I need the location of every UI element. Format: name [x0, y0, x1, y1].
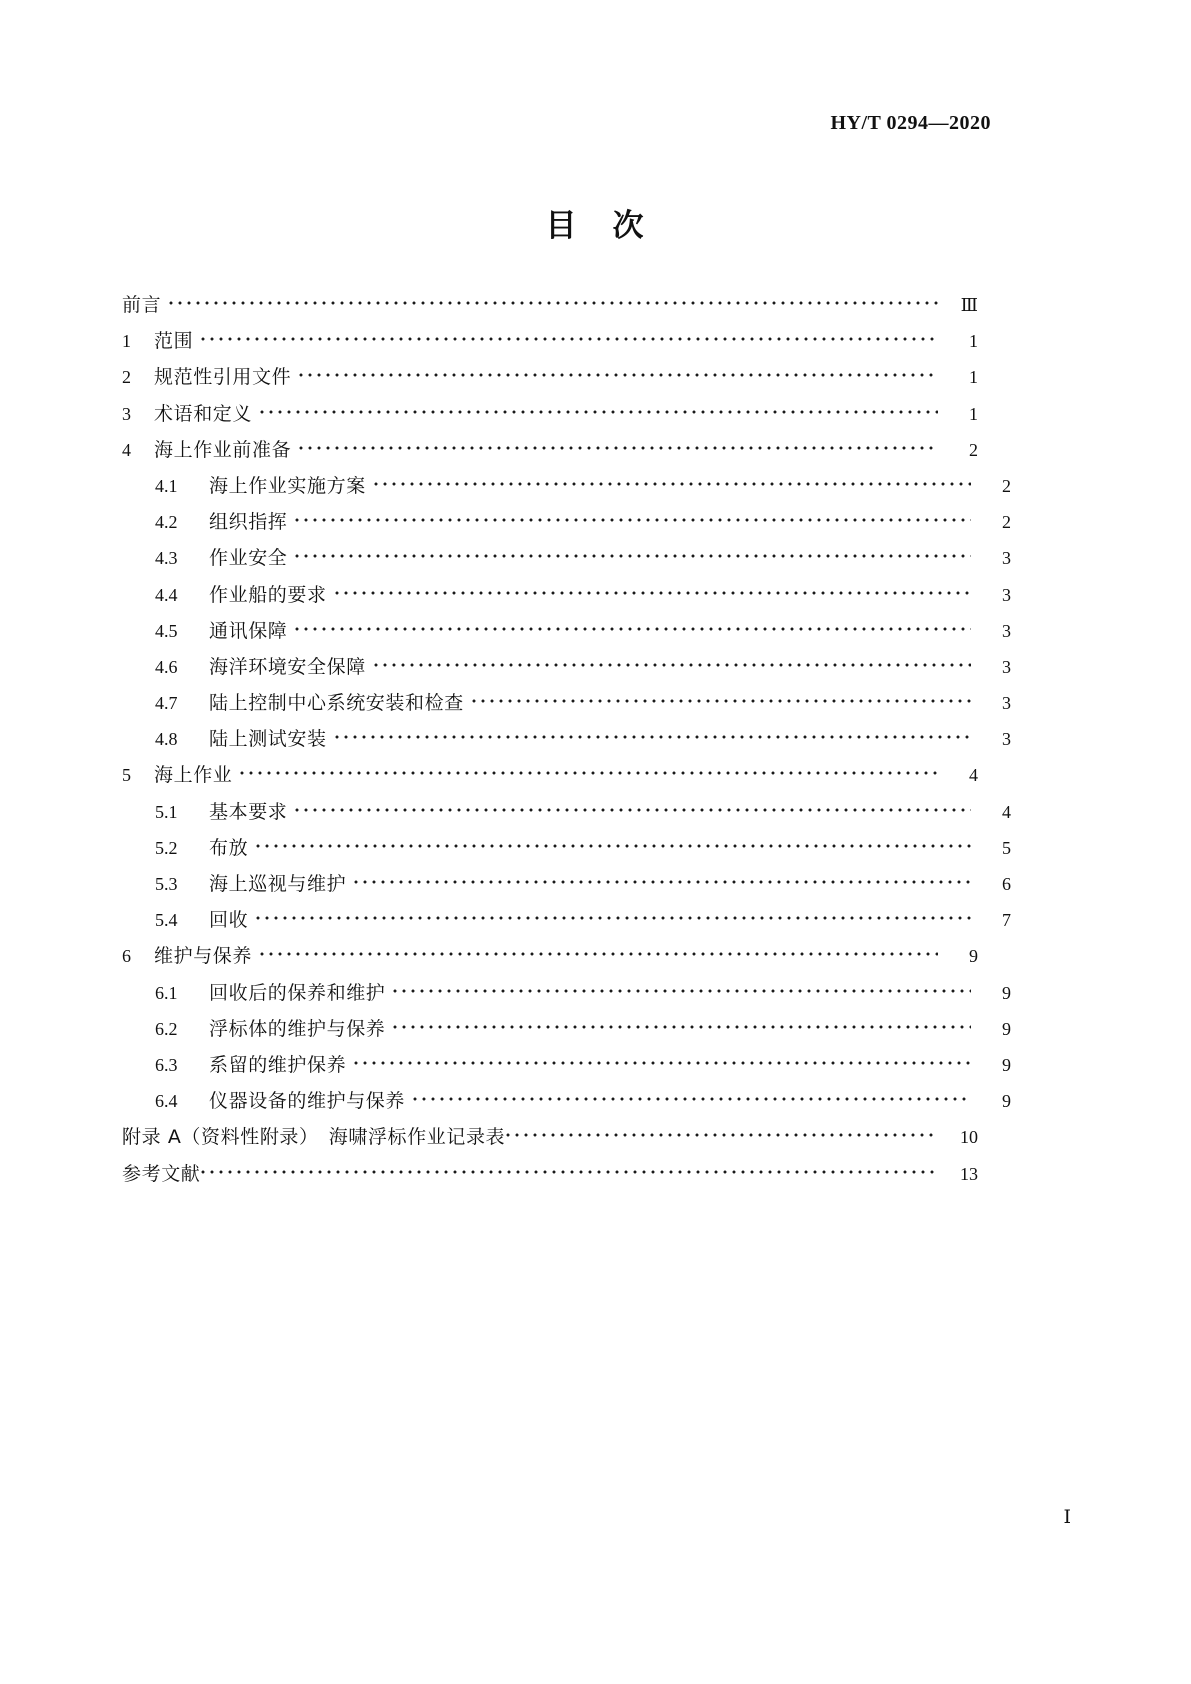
toc-entry[interactable]	[122, 836, 1011, 875]
toc-entry[interactable]	[122, 1092, 1011, 1128]
toc-leader-dots	[295, 552, 971, 560]
toc-entry-label: 维护与保养	[154, 945, 253, 968]
toc-entry-page-number: 3	[1002, 584, 1011, 605]
toc-leader-dots	[506, 1131, 938, 1139]
toc-leader-dots	[295, 625, 971, 633]
toc-entry-label: 组织指挥	[209, 511, 288, 534]
toc-entry-page-number: 1	[969, 367, 978, 388]
toc-leader-dots	[295, 806, 971, 814]
toc-entry[interactable]	[122, 800, 1011, 839]
toc-entry[interactable]	[122, 296, 978, 332]
toc-entry-number: 5.4	[155, 910, 178, 931]
page-title	[0, 200, 1191, 245]
toc-entry-page-number: 9	[1002, 1018, 1011, 1039]
toc-leader-dots	[374, 480, 971, 488]
toc-entry-number: 4.1	[155, 475, 178, 496]
toc-entry-label: 浮标体的维护与保养	[209, 1017, 386, 1040]
toc-entry-number: 4.4	[155, 584, 178, 605]
toc-entry-label: 参考文献	[122, 1162, 201, 1185]
toc-entry[interactable]	[122, 981, 1011, 1020]
toc-entry-label: 附录 A（资料性附录） 海啸浮标作业记录表	[122, 1126, 506, 1149]
toc-entry-number: 4.8	[155, 729, 178, 750]
toc-entry-number: 3	[122, 403, 131, 424]
toc-entry[interactable]	[122, 875, 1011, 911]
toc-entry-page-number: 4	[1002, 801, 1011, 822]
toc-entry-label: 通讯保障	[209, 619, 288, 642]
toc-entry-page-number: 10	[960, 1127, 978, 1148]
toc-entry-page-number: 3	[1002, 620, 1011, 641]
toc-entry-label: 作业安全	[209, 547, 288, 570]
toc-entry-page-number: 3	[1002, 656, 1011, 677]
toc-entry-label: 海上作业前准备	[154, 438, 292, 461]
page-title-char-1: 目	[545, 208, 579, 244]
toc-entry[interactable]	[122, 438, 978, 477]
toc-entry-number: 4.3	[155, 548, 178, 569]
toc-entry-page-number: 1	[969, 403, 978, 424]
toc-leader-dots	[472, 697, 971, 705]
toc-entry[interactable]	[122, 655, 1011, 694]
toc-entry[interactable]	[122, 583, 1011, 622]
toc-entry[interactable]	[122, 619, 1011, 658]
toc-entry[interactable]	[122, 513, 1011, 549]
toc-leader-dots	[354, 878, 971, 886]
toc-entry-label: 布放	[209, 836, 249, 859]
toc-entry-page-number: Ⅲ	[960, 295, 978, 315]
page-folio: Ⅰ	[1063, 1507, 1071, 1528]
toc-entry[interactable]	[122, 474, 1011, 513]
toc-leader-dots	[256, 842, 971, 850]
toc-entry-number: 6.2	[155, 1018, 178, 1039]
toc-entry-page-number: 9	[1002, 1091, 1011, 1112]
toc-leader-dots	[260, 950, 938, 958]
toc-entry-label: 作业船的要求	[209, 583, 327, 606]
standard-number-header: HY/T 0294—2020	[830, 112, 991, 134]
page-title-char-2: 次	[612, 208, 646, 244]
toc-entry-page-number: 1	[969, 331, 978, 352]
toc-entry-number: 5.1	[155, 801, 178, 822]
toc-entry-number: 6	[122, 946, 131, 967]
toc-entry-label: 海上作业实施方案	[209, 474, 366, 497]
toc-entry-label: 海上巡视与维护	[209, 873, 347, 895]
toc-entry-page-number: 2	[1002, 475, 1011, 496]
toc-leader-dots	[335, 733, 971, 741]
toc-entry-number: 6.3	[155, 1054, 178, 1075]
toc-entry-label: 系留的维护保养	[209, 1053, 347, 1076]
toc-entry-label: 术语和定义	[154, 402, 253, 425]
toc-leader-dots	[374, 661, 971, 669]
toc-leader-dots	[354, 1059, 971, 1067]
toc-entry[interactable]	[122, 1053, 1011, 1092]
toc-entry[interactable]	[122, 1162, 978, 1201]
toc-entry[interactable]	[122, 549, 1011, 585]
toc-leader-dots	[169, 299, 938, 307]
toc-entry-label: 回收	[209, 909, 249, 932]
toc-entry[interactable]	[122, 911, 1011, 947]
toc-entry-page-number: 2	[969, 439, 978, 460]
toc-entry-page-number: 5	[1002, 837, 1011, 858]
toc-entry[interactable]	[122, 730, 1011, 766]
toc-leader-dots	[295, 516, 971, 524]
toc-entry-page-number: 9	[969, 946, 978, 967]
toc-entry-number: 4.6	[155, 656, 178, 677]
toc-leader-dots	[201, 335, 938, 343]
toc-entry-number: 2	[122, 367, 131, 388]
toc-entry-number: 1	[122, 331, 131, 352]
toc-entry-page-number: 3	[1002, 548, 1011, 569]
toc-entry[interactable]	[122, 402, 978, 441]
toc-leader-dots	[299, 371, 938, 379]
toc-entry-page-number: 6	[1002, 874, 1011, 894]
toc-entry[interactable]	[122, 694, 1011, 730]
toc-entry-label: 基本要求	[209, 800, 288, 823]
toc-leader-dots	[256, 914, 971, 922]
toc-entry-page-number: 3	[1002, 729, 1011, 750]
toc-entry-page-number: 7	[1002, 910, 1011, 931]
toc-entry[interactable]	[122, 1128, 978, 1164]
toc-leader-dots	[393, 1023, 971, 1031]
toc-entry-number: 5	[122, 765, 131, 786]
table-of-contents	[122, 294, 1011, 1201]
toc-entry[interactable]	[122, 1017, 1011, 1056]
toc-entry[interactable]	[122, 332, 978, 368]
toc-leader-dots	[201, 1168, 938, 1176]
toc-entry[interactable]	[122, 947, 978, 983]
toc-leader-dots	[413, 1095, 971, 1103]
toc-entry[interactable]	[122, 368, 978, 404]
toc-entry-page-number: 13	[960, 1163, 978, 1184]
toc-entry-label: 前言	[122, 294, 162, 316]
toc-leader-dots	[299, 444, 938, 452]
toc-entry-page-number: 9	[1002, 982, 1011, 1003]
toc-entry-number: 4.7	[155, 693, 178, 714]
toc-entry-label: 回收后的保养和维护	[209, 981, 386, 1004]
toc-entry-label: 陆上控制中心系统安装和检查	[209, 692, 464, 715]
toc-entry[interactable]	[122, 766, 978, 802]
toc-entry-page-number: 9	[1002, 1054, 1011, 1075]
toc-entry-label: 陆上测试安装	[209, 728, 327, 751]
toc-entry-label: 海洋环境安全保障	[209, 655, 366, 678]
toc-entry-number: 6.4	[155, 1091, 178, 1112]
toc-entry-number: 4	[122, 439, 131, 460]
toc-entry-page-number: 3	[1002, 693, 1011, 714]
toc-entry-label: 范围	[154, 330, 194, 353]
toc-leader-dots	[260, 408, 938, 416]
toc-entry-number: 4.5	[155, 620, 178, 641]
toc-leader-dots	[335, 589, 971, 597]
toc-entry-label: 仪器设备的维护与保养	[209, 1090, 406, 1113]
toc-entry-label: 海上作业	[154, 764, 233, 787]
toc-entry-number: 4.2	[155, 512, 178, 533]
toc-entry-label: 规范性引用文件	[154, 366, 292, 389]
toc-leader-dots	[393, 987, 971, 995]
toc-entry-page-number: 4	[969, 765, 978, 786]
toc-leader-dots	[240, 769, 938, 777]
toc-entry-number: 6.1	[155, 982, 178, 1003]
toc-entry-page-number: 2	[1002, 512, 1011, 533]
toc-entry-number: 5.3	[155, 874, 178, 894]
toc-entry-number: 5.2	[155, 837, 178, 858]
